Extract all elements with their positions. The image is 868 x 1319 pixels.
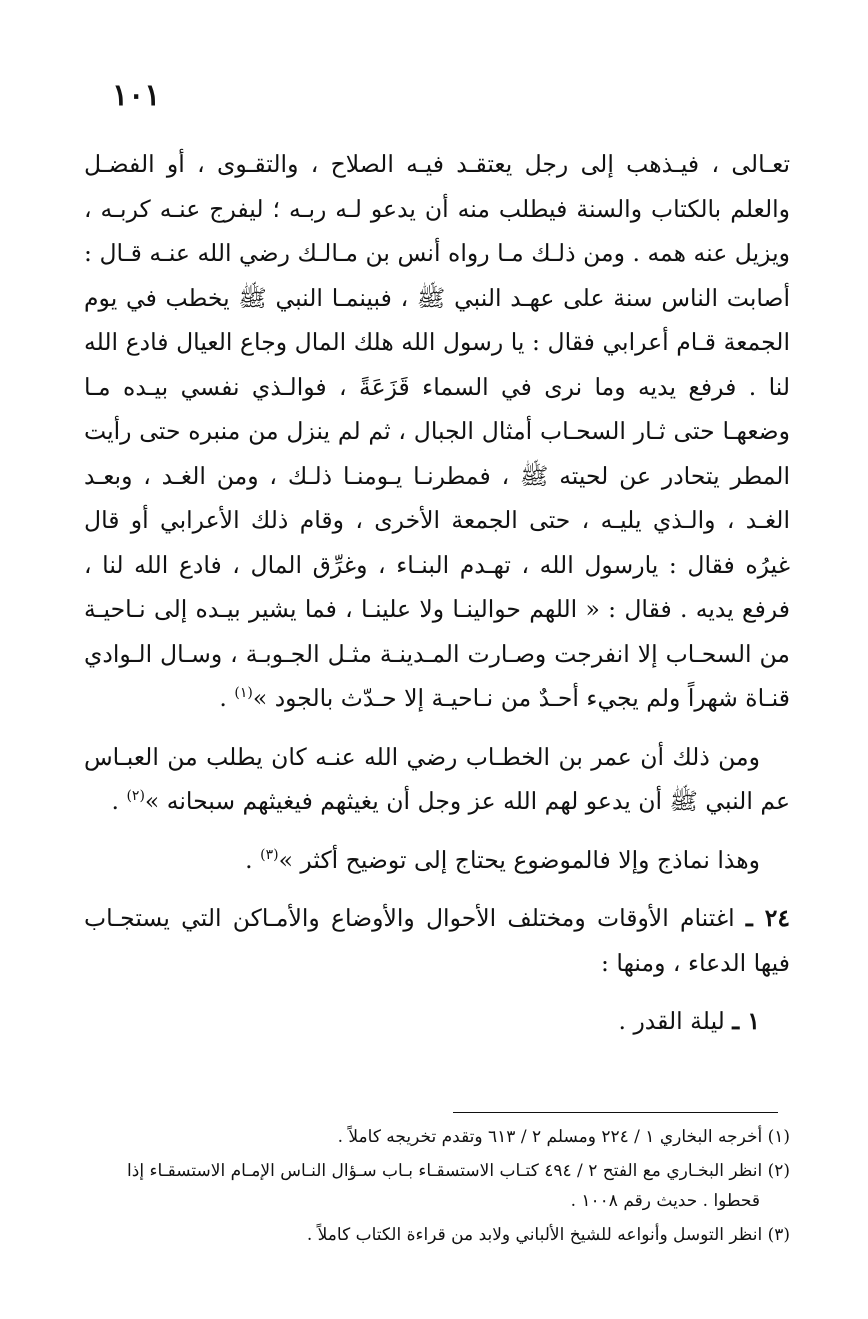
list-item-number: ١ ـ (732, 1007, 760, 1035)
footnotes (84, 1122, 790, 1254)
footnote-2-continuation: قحطوا . حديث رقم ١٠٠٨ . (570, 1191, 760, 1211)
page-number: ١٠١ (112, 78, 161, 113)
list-item-1 (84, 999, 790, 1044)
section-number: ٢٤ ـ (745, 904, 790, 932)
footnote-1: (١) أخرجه البخاري ١ / ٢٢٤ ومسلم ٢ / ٦١٣ وتقدم تخريجه كاملاً . (337, 1127, 790, 1147)
paragraph-1-text: تعـالى ، فيـذهب إلى رجل يعتقـد فيـه الصلاح ، والتقـوى ، أو الفضـل والعلم بالكتاب والسنة فيطلب منه أن يدعو لـه ربـه ؛ ليفرج عنـه كربـه ، ويزيل عنه همه . ومن ذلـك مـا رواه أنس بن مـالـك رضي الله عنـه قـال : أصابت الناس سنة على عهـد النبي ﷺ ، فبينمـا النبي ﷺ يخطب في يوم الجمعة قـام أعرابي فقال : يا رسول الله هلك المال وجاع العيال فادع الله لنا . فرفع يديه وما نرى في السماء قَزَعَةً ، فوالـذي نفسي بيـده مـا وضعهـا حتى ثـار السحـاب أمثال الجبال ، ثم لم ينزل من منبره حتى رأيت المطر يتحادر عن لحيته ﷺ ، فمطرنـا يـومنـا ذلـك ، ومن الغـد ، وبعـد الغـد ، والـذي يليـه ، حتى الجمعة الأخرى ، وقام ذلك الأعرابي أو قال غيرُه فقال : يارسول الله ، تهـدم البنـاء ، وغرِّق المال ، فادع الله لنا ، فرفع يديه . فقال : « اللهم حوالينـا ولا علينـا ، فما يشير بيـده إلى نـاحيـة من السحـاب إلا انفرجت وصـارت المـدينـة مثـل الجـوبـة ، وسـال الـوادي قنـاة شهراً ولم يجيء أحـدٌ من نـاحيـة إلا حـدّث بالجود » (84, 150, 790, 712)
footnote-marker-3: (٣) (260, 846, 279, 863)
paragraph-2 (84, 735, 790, 824)
paragraph-2-text: ومن ذلك أن عمر بن الخطـاب رضي الله عنـه كان يطلب من العبـاس عم النبي ﷺ أن يدعو لهم الله عز وجل أن يغيثهم فيغيثهم سبحانه » (84, 742, 790, 815)
footnote-marker-2: (٢) (126, 788, 145, 805)
footnote-divider (453, 1112, 778, 1113)
paragraph-3-end: . (245, 845, 261, 874)
paragraph-1-end: . (219, 684, 235, 712)
paragraph-2-end: . (111, 787, 127, 815)
footnote-marker-1: (١) (234, 685, 253, 702)
main-text (84, 142, 790, 1044)
section-heading-text: اغتنام الأوقات ومختلف الأحوال والأوضاع والأمـاكن التي يستجـاب فيها الدعاء ، ومنها : (84, 904, 790, 977)
list-item-text: ليلة القدر . (618, 1007, 733, 1035)
paragraph-1 (84, 142, 790, 721)
footnote-2: (٢) انظر البخـاري مع الفتح ٢ / ٤٩٤ كتـاب الاستسقـاء بـاب سـؤال النـاس الإمـام الاستسقـاء إذا (127, 1161, 790, 1181)
section-heading-24 (84, 896, 790, 985)
footnote-3: (٣) انظر التوسل وأنواعه للشيخ الألباني ولابد من قراءة الكتاب كاملاً . (306, 1225, 790, 1245)
paragraph-3 (84, 838, 790, 883)
paragraph-3-text: وهذا نماذج وإلا فالموضوع يحتاج إلى توضيح أكثر » (278, 845, 760, 874)
